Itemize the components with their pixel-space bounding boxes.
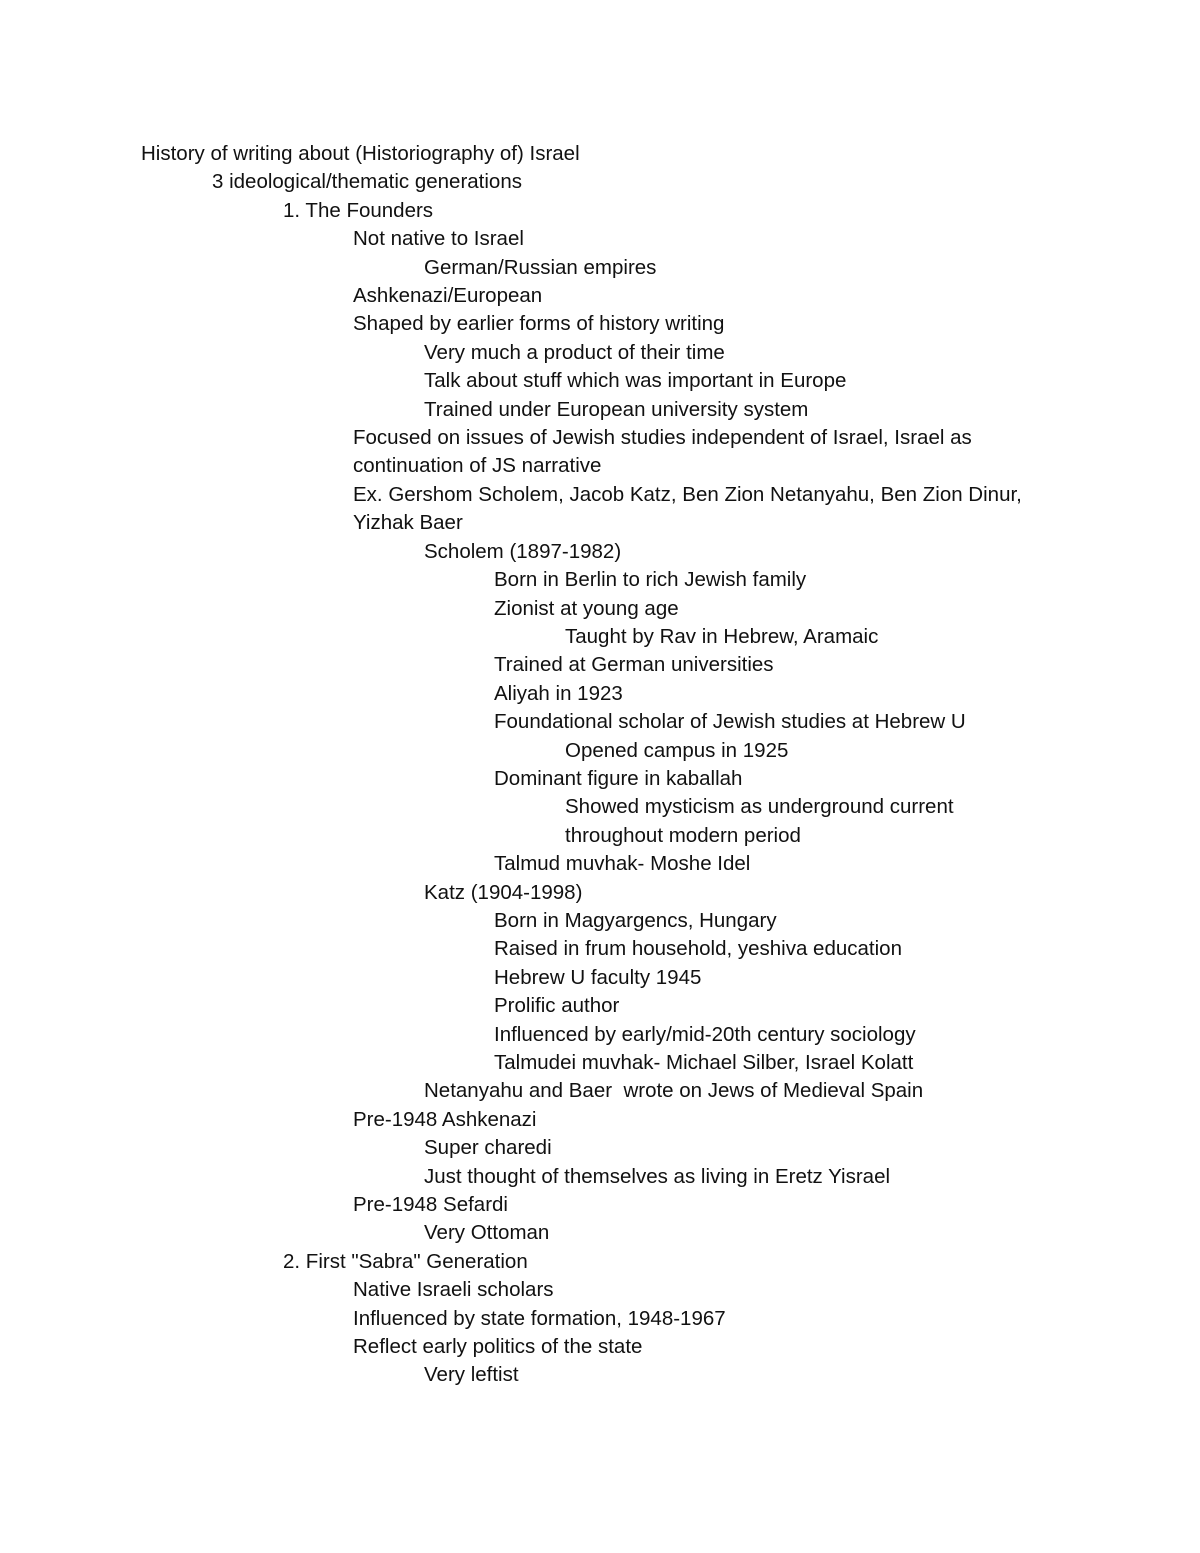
outline-line-level-6: Opened campus in 1925 [565,738,789,762]
outline-line-level-3: Shaped by earlier forms of history writing [353,312,725,336]
outline-line-level-4: German/Russian empires [424,255,657,279]
outline-line-level-5: Talmudei muvhak- Michael Silber, Israel Kolatt [494,1051,914,1074]
outline-line-level-5: Trained at German universities [494,653,774,677]
document-outline [141,140,1081,1390]
outline-line-level-1: 3 ideological/thematic generations [212,170,522,194]
outline-line-level-3: Pre-1948 Sefardi [353,1193,508,1217]
outline-line-level-4: Talk about stuff which was important in Europe [424,369,847,393]
outline-line-level-4: Katz (1904-1998) [424,880,583,904]
outline-line-level-4: Very leftist [424,1363,519,1387]
outline-line-level-3: Ex. Gershom Scholem, Jacob Katz, Ben Zion Netanyahu, Ben Zion Dinur, [353,482,1022,506]
outline-line-level-5: Foundational scholar of Jewish studies at Hebrew U [494,710,966,734]
outline-line-level-4: Netanyahu and Baer wrote on Jews of Medieval Spain [424,1079,924,1103]
outline-line-level-4: Trained under European university system [424,397,809,421]
outline-line-level-5: Hebrew U faculty 1945 [494,965,702,989]
outline-line-level-5: Zionist at young age [494,596,679,620]
outline-line-level-2: 1. The Founders [283,198,434,222]
outline-line-level-0: History of writing about (Historiography of) Israel [141,142,580,165]
outline-line-level-4: Scholem (1897-1982) [424,539,622,563]
outline-line-level-4: Very much a product of their time [424,340,725,364]
outline-line-level-6: Taught by Rav in Hebrew, Aramaic [565,624,879,648]
outline-line-level-3: continuation of JS narrative [353,454,602,478]
outline-line-level-3: Native Israeli scholars [353,1278,554,1302]
outline-line-level-5: Influenced by early/mid-20th century sociology [494,1022,916,1046]
outline-line-level-5: Prolific author [494,994,620,1018]
outline-line-level-3: Reflect early politics of the state [353,1335,643,1359]
outline-line-level-6: throughout modern period [565,823,801,847]
outline-line-level-3: Not native to Israel [353,227,524,251]
outline-line-level-4: Super charedi [424,1136,552,1160]
outline-line-level-5: Born in Berlin to rich Jewish family [494,568,807,592]
outline-line-level-5: Aliyah in 1923 [494,681,623,705]
outline-line-level-5: Talmud muvhak- Moshe Idel [494,852,751,876]
outline-line-level-3: Influenced by state formation, 1948-1967 [353,1306,726,1330]
outline-line-level-2: 2. First "Sabra" Generation [283,1249,528,1273]
outline-line-level-5: Born in Magyargencs, Hungary [494,908,777,932]
outline-line-level-4: Very Ottoman [424,1221,550,1245]
outline-line-level-3: Pre-1948 Ashkenazi [353,1107,537,1131]
outline-line-level-3: Yizhak Baer [353,511,463,535]
outline-line-level-3: Ashkenazi/European [353,284,543,308]
outline-line-level-5: Dominant figure in kaballah [494,766,743,790]
outline-line-level-4: Just thought of themselves as living in Eretz Yisrael [424,1164,891,1188]
outline-line-level-5: Raised in frum household, yeshiva education [494,937,902,961]
outline-line-level-3: Focused on issues of Jewish studies independent of Israel, Israel as [353,426,972,450]
outline-line-level-6: Showed mysticism as underground current [565,795,954,819]
